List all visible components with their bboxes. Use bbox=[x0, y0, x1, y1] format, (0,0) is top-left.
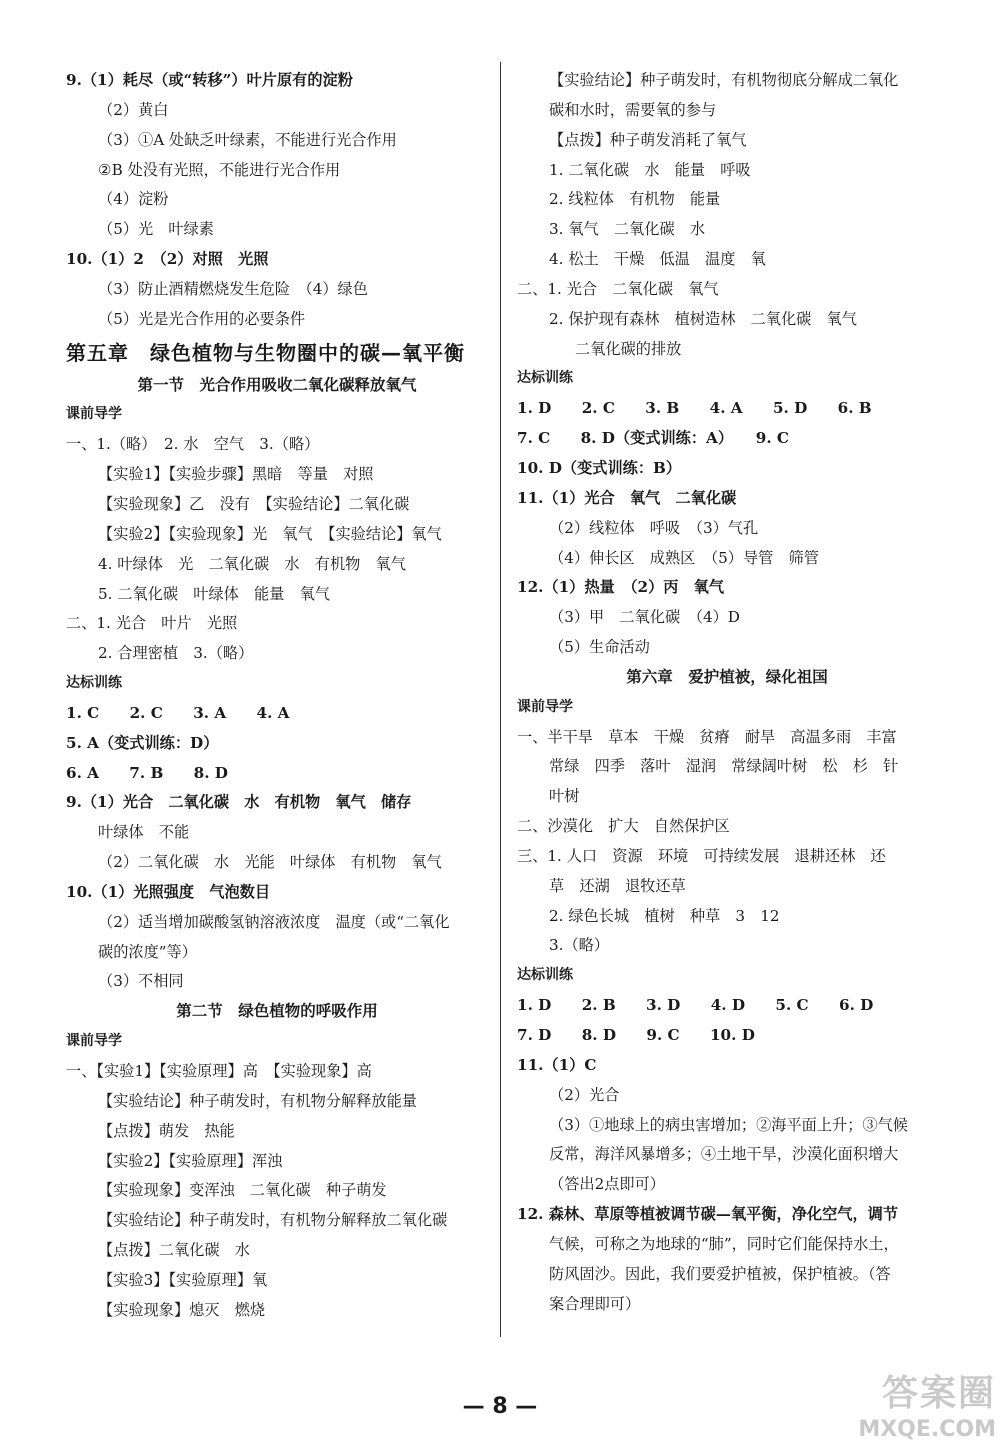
watermark-logo bbox=[838, 1372, 996, 1452]
answer-line: 3.（略） bbox=[549, 936, 610, 955]
answer-line: 9.（1）耗尽（或“转移”）叶片原有的淀粉 bbox=[66, 71, 353, 89]
answer-line: 一、【实验1】【实验原理】高 【实验现象】高 bbox=[66, 1062, 372, 1080]
answer-line: 碳的浓度”等） bbox=[98, 942, 197, 961]
answer-line: 二、沙漠化 扩大 自然保护区 bbox=[517, 817, 730, 836]
answer-line: 【点拨】种子萌发消耗了氧气 bbox=[549, 130, 747, 149]
section-title: 第二节 绿色植物的呼吸作用 bbox=[176, 1002, 378, 1021]
answer-line: 9.（1）光合 二氧化碳 水 有机物 氧气 储存 bbox=[66, 793, 412, 812]
page-number: — 8 — bbox=[462, 1394, 538, 1419]
answer-line: 12. 森林、草原等植被调节碳—氧平衡，净化空气，调节 bbox=[517, 1205, 899, 1224]
answer-line: 【实验2】【实验原理】浑浊 bbox=[98, 1151, 283, 1170]
answer-line: 4. 松土 干燥 低温 温度 氧 bbox=[549, 250, 766, 269]
answer-line: （5）生命活动 bbox=[549, 638, 650, 657]
answer-line: 10.（1）光照强度 气泡数目 bbox=[66, 882, 271, 901]
answer-line: 2. 绿色长城 植树 种草 3 12 bbox=[549, 906, 780, 925]
answer-line: 1. D 2. C 3. B 4. A 5. D 6. B bbox=[517, 399, 872, 418]
answer-line: 【实验结论】种子萌发时，有机物彻底分解成二氧化 bbox=[549, 71, 899, 89]
chapter-title: 第六章 爱护植被，绿化祖国 bbox=[626, 667, 828, 686]
answer-line: 7. D 8. D 9. C 10. D bbox=[517, 1026, 755, 1044]
answer-line: 三、1. 人口 资源 环境 可持续发展 退耕还林 还 bbox=[517, 846, 886, 865]
answer-line: （2）适当增加碳酸氢钠溶液浓度 温度（或“二氧化 bbox=[98, 912, 450, 931]
answer-line: 气候，可称之为地球的“肺”，同时它们能保持水土， bbox=[549, 1234, 899, 1253]
subsection-heading: 课前导学 bbox=[66, 1033, 122, 1050]
answer-line: 4. 叶绿体 光 二氧化碳 水 有机物 氧气 bbox=[98, 554, 406, 573]
answer-line: 二、1. 光合 二氧化碳 氧气 bbox=[517, 279, 719, 298]
answer-line: 2. 线粒体 有机物 能量 bbox=[549, 190, 721, 209]
subsection-heading: 课前导学 bbox=[517, 698, 573, 715]
answer-line: 7. C 8. D（变式训练：A） 9. C bbox=[517, 429, 790, 448]
chapter-title: 第五章 绿色植物与生物圈中的碳—氧平衡 bbox=[66, 340, 465, 365]
answer-line: 碳和水时，需要氧的参与 bbox=[549, 100, 717, 119]
answer-line: （3）①地球上的病虫害增加；②海平面上升；③气候 bbox=[549, 1115, 908, 1134]
answer-line: 2. 保护现有森林 植树造林 二氧化碳 氧气 bbox=[549, 309, 857, 328]
answer-line: 10. D（变式训练：B） bbox=[517, 458, 682, 477]
answer-line: 1. 二氧化碳 水 能量 呼吸 bbox=[549, 160, 751, 179]
answer-line: 【实验2】【实验现象】光 氧气 【实验结论】氧气 bbox=[98, 524, 442, 543]
left-column bbox=[66, 66, 488, 1326]
answer-line: （5）光是光合作用的必要条件 bbox=[98, 309, 306, 328]
answer-line: 【实验结论】种子萌发时，有机物分解释放能量 bbox=[98, 1091, 417, 1110]
answer-line: （2）黄白 bbox=[98, 100, 169, 119]
answer-line: 【实验现象】乙 没有 【实验结论】二氧化碳 bbox=[98, 494, 410, 513]
answer-line: 10.（1）2 （2）对照 光照 bbox=[66, 250, 269, 269]
answer-line: 二、1. 光合 叶片 光照 bbox=[66, 614, 238, 633]
answer-line: 二氧化碳的排放 bbox=[575, 339, 682, 358]
subsection-heading: 达标训练 bbox=[517, 370, 573, 387]
answer-line: 2. 合理密植 3.（略） bbox=[98, 644, 254, 663]
answer-line: 【实验现象】熄灭 燃烧 bbox=[98, 1300, 266, 1319]
answer-line: 1. C 2. C 3. A 4. A bbox=[66, 703, 290, 722]
answer-line: （3）①A 处缺乏叶绿素，不能进行光合作用 bbox=[98, 130, 397, 149]
right-column bbox=[517, 66, 937, 1319]
subsection-heading: 课前导学 bbox=[66, 406, 122, 423]
answer-line: 11.（1）C bbox=[517, 1055, 597, 1074]
answer-line: 6. A 7. B 8. D bbox=[66, 763, 228, 782]
answer-line: 防风固沙。因此，我们要爱护植被，保护植被。（答 bbox=[549, 1264, 891, 1283]
answer-line: （4）伸长区 成熟区 （5）导管 筛管 bbox=[549, 548, 819, 567]
answer-line: （3）甲 二氧化碳 （4）D bbox=[549, 608, 740, 627]
section-title: 第一节 光合作用吸收二氧化碳释放氧气 bbox=[137, 375, 417, 394]
answer-line: （4）淀粉 bbox=[98, 190, 169, 209]
answer-line: （2）线粒体 呼吸 （3）气孔 bbox=[549, 518, 759, 537]
answer-line: （2）二氧化碳 水 光能 叶绿体 有机物 氧气 bbox=[98, 853, 442, 872]
watermark-url: MXQE.COM bbox=[858, 1417, 996, 1442]
answer-line: 叶树 bbox=[549, 787, 580, 806]
answer-line: 常绿 四季 落叶 湿润 常绿阔叶树 松 杉 针 bbox=[549, 757, 899, 776]
answer-line: 3. 氧气 二氧化碳 水 bbox=[549, 220, 706, 239]
answer-line: 【点拨】萌发 热能 bbox=[98, 1121, 235, 1140]
answer-line: 一、1.（略） 2. 水 空气 3.（略） bbox=[66, 435, 320, 454]
answer-line: （3）防止酒精燃烧发生危险 （4）绿色 bbox=[98, 279, 368, 298]
answer-line: 草 还湖 退牧还草 bbox=[549, 876, 686, 895]
answer-line: 【实验现象】变浑浊 二氧化碳 种子萌发 bbox=[98, 1181, 387, 1200]
answer-line: 叶绿体 不能 bbox=[98, 823, 190, 842]
answer-line: （3）不相同 bbox=[98, 972, 184, 991]
answer-line: 12.（1）热量 （2）丙 氧气 bbox=[517, 578, 725, 597]
answer-line: （5）光 叶绿素 bbox=[98, 220, 214, 239]
answer-line: 【实验结论】种子萌发时，有机物分解释放二氧化碳 bbox=[98, 1211, 448, 1230]
answer-line: ②B 处没有光照，不能进行光合作用 bbox=[98, 160, 341, 179]
answer-line: 11.（1）光合 氧气 二氧化碳 bbox=[517, 488, 737, 507]
answer-line: 一、半干旱 草本 干燥 贫瘠 耐旱 高温多雨 丰富 bbox=[517, 727, 897, 746]
subsection-heading: 达标训练 bbox=[66, 675, 122, 692]
answer-line: 【实验1】【实验步骤】黑暗 等量 对照 bbox=[98, 465, 374, 484]
answer-line: （2）光合 bbox=[549, 1085, 620, 1104]
answer-line: 【点拨】二氧化碳 水 bbox=[98, 1241, 250, 1260]
answer-line: 【实验3】【实验原理】氧 bbox=[98, 1270, 268, 1289]
answer-line: 5. 二氧化碳 叶绿体 能量 氧气 bbox=[98, 584, 330, 603]
answer-line: （答出2点即可） bbox=[549, 1175, 665, 1194]
answer-line: 案合理即可） bbox=[549, 1294, 641, 1313]
subsection-heading: 达标训练 bbox=[517, 967, 573, 984]
answer-line: 1. D 2. B 3. D 4. D 5. C 6. D bbox=[517, 996, 874, 1015]
answer-line: 反常，海洋风暴增多；④土地干旱，沙漠化面积增大 bbox=[549, 1145, 899, 1164]
watermark-text: 答案圈 bbox=[881, 1373, 996, 1414]
column-divider bbox=[500, 62, 501, 1337]
answer-line: 5. A（变式训练：D） bbox=[66, 733, 219, 752]
